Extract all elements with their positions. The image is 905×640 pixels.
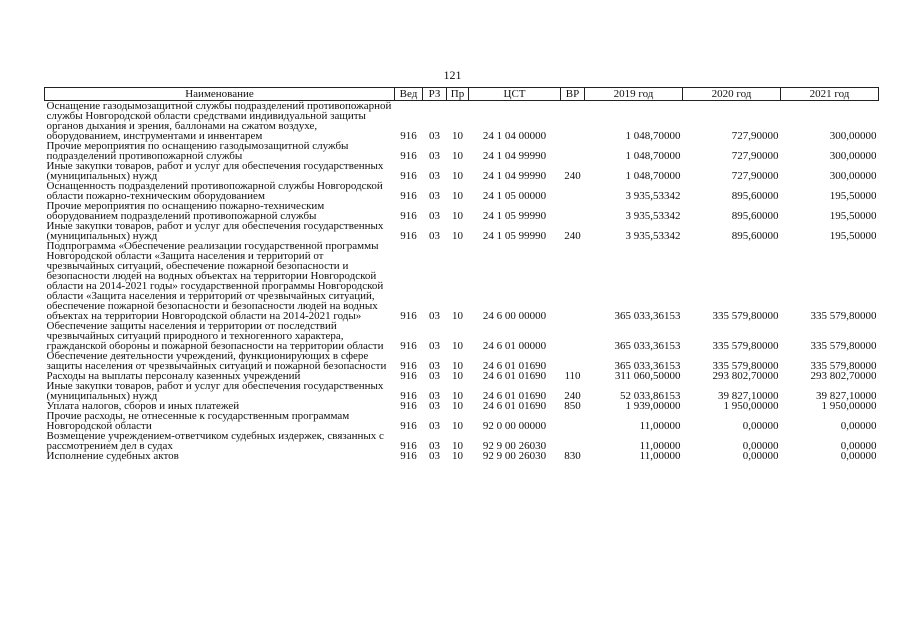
value-2019-cell: 3 935,53342: [625, 210, 681, 222]
table-row: [45, 351, 879, 371]
rz-cell: 03: [429, 450, 440, 462]
pr-cell: 10: [452, 190, 463, 202]
vr-cell: [561, 201, 585, 221]
ved-cell: 916: [400, 230, 417, 242]
vr-cell: [561, 241, 585, 321]
value-2020-cell: 293 802,70000: [712, 370, 779, 382]
cst-cell: 92 9 00 26030: [482, 450, 547, 462]
rz-cell: 03: [429, 310, 440, 322]
cst-cell: 24 6 01 00000: [482, 340, 547, 352]
pr-cell: 10: [452, 420, 463, 432]
table-row: [45, 411, 879, 431]
value-2021-cell: 39 827,10000: [816, 390, 877, 402]
name-cell: Прочие мероприятия по оснащению газодымозащитной службы подразделений противопожарной службы: [46, 140, 349, 162]
value-2019-cell: 1 048,70000: [625, 150, 681, 162]
page-number: 121: [443, 68, 462, 82]
name-cell: Оснащение газодымозащитной службы подразделений противопожарной службы Новгородской области средствами индивидуальной защиты органов дыхания и зрения, баллонами на сжатом воздухе, оборудованием, инструментами и инвентарем: [46, 100, 392, 142]
value-2021-cell: 0,00000: [840, 420, 877, 432]
value-2019-cell: 11,00000: [639, 450, 681, 462]
ved-cell: 916: [400, 340, 417, 352]
value-2020-cell: 727,90000: [731, 150, 779, 162]
value-2021-cell: 335 579,80000: [810, 340, 877, 352]
name-cell: Оснащенность подразделений противопожарной службы Новгородской области пожарно-техническим оборудованием: [46, 180, 383, 202]
cst-cell: 24 1 05 99990: [482, 230, 547, 242]
pr-cell: 10: [452, 360, 463, 372]
pr-cell: 10: [452, 210, 463, 222]
vr-cell: 240: [564, 230, 581, 242]
ved-cell: 916: [400, 130, 417, 142]
value-2020-cell: 895,60000: [731, 190, 779, 202]
vr-cell: [561, 351, 585, 371]
rz-cell: 03: [429, 190, 440, 202]
value-2020-cell: 39 827,10000: [718, 390, 779, 402]
table-row: [45, 161, 879, 181]
pr-cell: 10: [452, 390, 463, 402]
ved-cell: 916: [400, 310, 417, 322]
ved-cell: 916: [400, 210, 417, 222]
rz-cell: 03: [429, 150, 440, 162]
header-pr: Пр: [447, 88, 469, 101]
rz-cell: 03: [429, 360, 440, 372]
table-row: [45, 321, 879, 351]
name-cell: Исполнение судебных актов: [46, 450, 179, 462]
rz-cell: 03: [429, 170, 440, 182]
value-2020-cell: 727,90000: [731, 130, 779, 142]
table-row: [45, 181, 879, 201]
cst-cell: 24 1 04 99990: [482, 170, 547, 182]
header-cst: ЦСТ: [469, 88, 561, 101]
table-row: [45, 381, 879, 401]
value-2020-cell: 335 579,80000: [712, 340, 779, 352]
table-row: [45, 201, 879, 221]
vr-cell: 850: [564, 400, 581, 412]
header-2021: 2021 год: [781, 88, 879, 101]
name-cell: Иные закупки товаров, работ и услуг для обеспечения государственных (муниципальных) нужд: [46, 160, 384, 182]
value-2020-cell: 727,90000: [731, 170, 779, 182]
cst-cell: 92 0 00 00000: [482, 420, 547, 432]
value-2020-cell: 895,60000: [731, 210, 779, 222]
header-2019: 2019 год: [585, 88, 683, 101]
name-cell: Иные закупки товаров, работ и услуг для обеспечения государственных (муниципальных) нужд: [46, 380, 384, 402]
vr-cell: [561, 101, 585, 142]
ved-cell: 916: [400, 450, 417, 462]
header-rz: РЗ: [423, 88, 447, 101]
cst-cell: 24 1 05 00000: [482, 190, 547, 202]
cst-cell: 24 1 04 00000: [482, 130, 547, 142]
pr-cell: 10: [452, 440, 463, 452]
value-2020-cell: 0,00000: [742, 450, 779, 462]
value-2019-cell: 11,00000: [639, 440, 681, 452]
value-2019-cell: 365 033,36153: [614, 340, 681, 352]
vr-cell: 830: [564, 450, 581, 462]
pr-cell: 10: [452, 150, 463, 162]
ved-cell: 916: [400, 150, 417, 162]
cst-cell: 24 1 05 99990: [482, 210, 547, 222]
rz-cell: 03: [429, 420, 440, 432]
name-cell: Обеспечение защиты населения и территории от последствий чрезвычайных ситуаций природного и техногенного характера, гражданской обороны и пожарной безопасности на территории области: [46, 320, 384, 352]
value-2020-cell: 335 579,80000: [712, 360, 779, 372]
table-row: [45, 241, 879, 321]
value-2019-cell: 311 060,50000: [614, 370, 681, 382]
pr-cell: 10: [452, 170, 463, 182]
table-row: [45, 141, 879, 161]
pr-cell: 10: [452, 310, 463, 322]
value-2019-cell: 11,00000: [639, 420, 681, 432]
rz-cell: 03: [429, 130, 440, 142]
value-2020-cell: 335 579,80000: [712, 310, 779, 322]
value-2021-cell: 195,50000: [829, 230, 877, 242]
rz-cell: 03: [429, 210, 440, 222]
value-2021-cell: 335 579,80000: [810, 360, 877, 372]
value-2021-cell: 293 802,70000: [810, 370, 877, 382]
rz-cell: 03: [429, 230, 440, 242]
cst-cell: 92 9 00 26030: [482, 440, 547, 452]
ved-cell: 916: [400, 360, 417, 372]
ved-cell: 916: [400, 390, 417, 402]
vr-cell: [561, 141, 585, 161]
ved-cell: 916: [400, 170, 417, 182]
header-vr: ВР: [561, 88, 585, 101]
pr-cell: 10: [452, 130, 463, 142]
value-2019-cell: 3 935,53342: [625, 190, 681, 202]
ved-cell: 916: [400, 400, 417, 412]
name-cell: Возмещение учреждением-ответчиком судебных издержек, связанных с рассмотрением дел в судах: [46, 430, 384, 452]
vr-cell: [561, 411, 585, 431]
table-row: [45, 221, 879, 241]
table-row: [45, 431, 879, 451]
cst-cell: 24 6 01 01690: [482, 400, 547, 412]
vr-cell: [561, 321, 585, 351]
pr-cell: 10: [452, 230, 463, 242]
value-2019-cell: 52 033,86153: [620, 390, 681, 402]
cst-cell: 24 6 01 01690: [482, 360, 547, 372]
cst-cell: 24 6 00 00000: [482, 310, 547, 322]
rz-cell: 03: [429, 400, 440, 412]
value-2021-cell: 300,00000: [829, 170, 877, 182]
value-2020-cell: 0,00000: [742, 440, 779, 452]
table-header-row: [45, 88, 879, 101]
cst-cell: 24 1 04 99990: [482, 150, 547, 162]
pr-cell: 10: [452, 370, 463, 382]
header-name: Наименование: [45, 88, 395, 101]
budget-table: [44, 87, 879, 461]
cst-cell: 24 6 01 01690: [482, 390, 547, 402]
ved-cell: 916: [400, 370, 417, 382]
name-cell: Обеспечение деятельности учреждений, функционирующих в сфере защиты населения от чрезвычайных ситуаций и пожарной безопасности: [46, 350, 387, 372]
value-2020-cell: 1 950,00000: [723, 400, 779, 412]
name-cell: Уплата налогов, сборов и иных платежей: [46, 400, 240, 412]
value-2021-cell: 0,00000: [840, 440, 877, 452]
value-2021-cell: 300,00000: [829, 150, 877, 162]
name-cell: Подпрограмма «Обеспечение реализации государственной программы Новгородской области «Защита населения и территорий от чрезвычайных ситуаций, обеспечение пожарной безопасности и безопасности людей на водных объектах на территории Новгородской области на 2014-2021 годы» государственной программы Новгородской области «Защита населения и территорий от чрезвычайных ситуаций, обеспечение пожарной безопасности и безопасности людей на водных объектах на территории Новгородской области на 2014-2021 годы»: [46, 240, 384, 322]
vr-cell: [561, 181, 585, 201]
name-cell: Расходы на выплаты персоналу казенных учреждений: [46, 370, 301, 382]
value-2019-cell: 1 048,70000: [625, 170, 681, 182]
pr-cell: 10: [452, 340, 463, 352]
value-2019-cell: 365 033,36153: [614, 360, 681, 372]
ved-cell: 916: [400, 420, 417, 432]
value-2021-cell: 1 950,00000: [821, 400, 877, 412]
value-2021-cell: 335 579,80000: [810, 310, 877, 322]
rz-cell: 03: [429, 370, 440, 382]
vr-cell: 110: [564, 370, 581, 382]
ved-cell: 916: [400, 190, 417, 202]
header-2020: 2020 год: [683, 88, 781, 101]
cst-cell: 24 6 01 01690: [482, 370, 547, 382]
name-cell: Прочие расходы, не отнесенные к государственным программам Новгородской области: [46, 410, 350, 432]
value-2019-cell: 3 935,53342: [625, 230, 681, 242]
rz-cell: 03: [429, 440, 440, 452]
pr-cell: 10: [452, 450, 463, 462]
value-2020-cell: 895,60000: [731, 230, 779, 242]
value-2021-cell: 195,50000: [829, 210, 877, 222]
vr-cell: 240: [564, 390, 581, 402]
table-row: [45, 101, 879, 142]
value-2021-cell: 195,50000: [829, 190, 877, 202]
vr-cell: [561, 431, 585, 451]
name-cell: Прочие мероприятия по оснащению пожарно-техническим оборудованием подразделений противопожарной службы: [46, 200, 325, 222]
value-2021-cell: 300,00000: [829, 130, 877, 142]
value-2019-cell: 1 048,70000: [625, 130, 681, 142]
table-body: [45, 101, 879, 462]
value-2020-cell: 0,00000: [742, 420, 779, 432]
ved-cell: 916: [400, 440, 417, 452]
name-cell: Иные закупки товаров, работ и услуг для обеспечения государственных (муниципальных) нужд: [46, 220, 384, 242]
value-2021-cell: 0,00000: [840, 450, 877, 462]
rz-cell: 03: [429, 340, 440, 352]
vr-cell: 240: [564, 170, 581, 182]
table-row: [45, 451, 879, 461]
header-ved: Вед: [395, 88, 423, 101]
rz-cell: 03: [429, 390, 440, 402]
pr-cell: 10: [452, 400, 463, 412]
value-2019-cell: 1 939,00000: [625, 400, 681, 412]
value-2019-cell: 365 033,36153: [614, 310, 681, 322]
